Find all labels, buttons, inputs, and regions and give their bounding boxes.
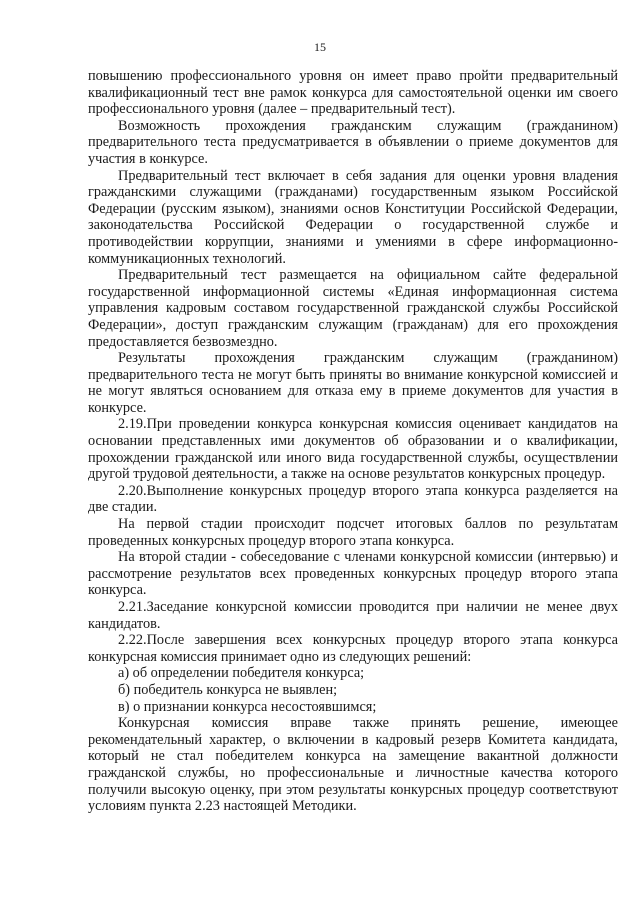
page-number: 15 [314, 40, 326, 54]
paragraph-10: 2.21.Заседание конкурсной комиссии проводится при наличии не менее двух кандидатов. [88, 599, 618, 632]
paragraph-6: 2.19.При проведении конкурса конкурсная комиссия оценивает кандидатов на основании представленных ими документов об образовании и о квалификации, прохождении гражданской или иного вида государственной службы, осуществлении другой трудовой деятельности, а также на основе результатов конкурсных процедур. [88, 416, 618, 483]
list-item-b: б) победитель конкурса не выявлен; [118, 681, 338, 698]
paragraph-2: Возможность прохождения гражданским служащим (гражданином) предварительного теста предусматривается в объявлении о приеме документов для участия в конкурсе. [88, 117, 618, 167]
list-item-a: а) об определении победителя конкурса; [118, 665, 365, 682]
paragraph-9: На второй стадии - собеседование с членами конкурсной комиссии (интервью) и рассмотрение результатов всех проведенных конкурсных процедур второго этапа конкурса. [88, 549, 618, 599]
paragraph-12: Конкурсная комиссия вправе также принять решение, имеющее рекомендательный характер, о включении в кадровый резерв Комитета кандидата, который не стал победителем конкурса на замещение вакантной должности гражданской службы, но профессиональные и личностные качества которого получили высокую оценку, при этом результаты конкурсных процедур соответствуют условиям пункта 2.23 настоящей Методики. [88, 715, 618, 815]
paragraph-3: Предварительный тест включает в себя задания для оценки уровня владения гражданскими служащими (гражданами) государственным языком Российской Федерации (русским языком), знаниями основ Конституции Российской Федерации, законодательства Российской Федерации о государственной службе и противодействии коррупции, знаниями и умениями в сфере информационно-коммуникационных технологий. [88, 167, 618, 267]
paragraph-4: Предварительный тест размещается на официальном сайте федеральной государственной информационной системы «Единая информационная система управления кадровым составом государственной гражданской службы Российской Федерации», доступ гражданским служащим (гражданам) для его прохождения предоставляется безвозмездно. [88, 267, 618, 350]
paragraph-5: Результаты прохождения гражданским служащим (гражданином) предварительного теста не могут быть приняты во внимание конкурсной комиссией и не могут являться основанием для отказа ему в приеме документов для участия в конкурсе. [88, 350, 618, 416]
paragraph-11: 2.22.После завершения всех конкурсных процедур второго этапа конкурса конкурсная комиссия принимает одно из следующих решений: [88, 632, 618, 665]
list-item-c: в) о признании конкурса несостоявшимся; [118, 698, 377, 715]
paragraph-7: 2.20.Выполнение конкурсных процедур второго этапа конкурса разделяется на две стадии. [88, 482, 618, 516]
paragraph-1: повышению профессионального уровня он имеет право пройти предварительный квалификационный тест вне рамок конкурса для самостоятельной оценки им своего профессионального уровня (далее – предварительный тест). [88, 68, 618, 118]
document-body [88, 68, 618, 815]
paragraph-8: На первой стадии происходит подсчет итоговых баллов по результатам проведенных конкурсных процедур второго этапа конкурса. [88, 516, 618, 549]
